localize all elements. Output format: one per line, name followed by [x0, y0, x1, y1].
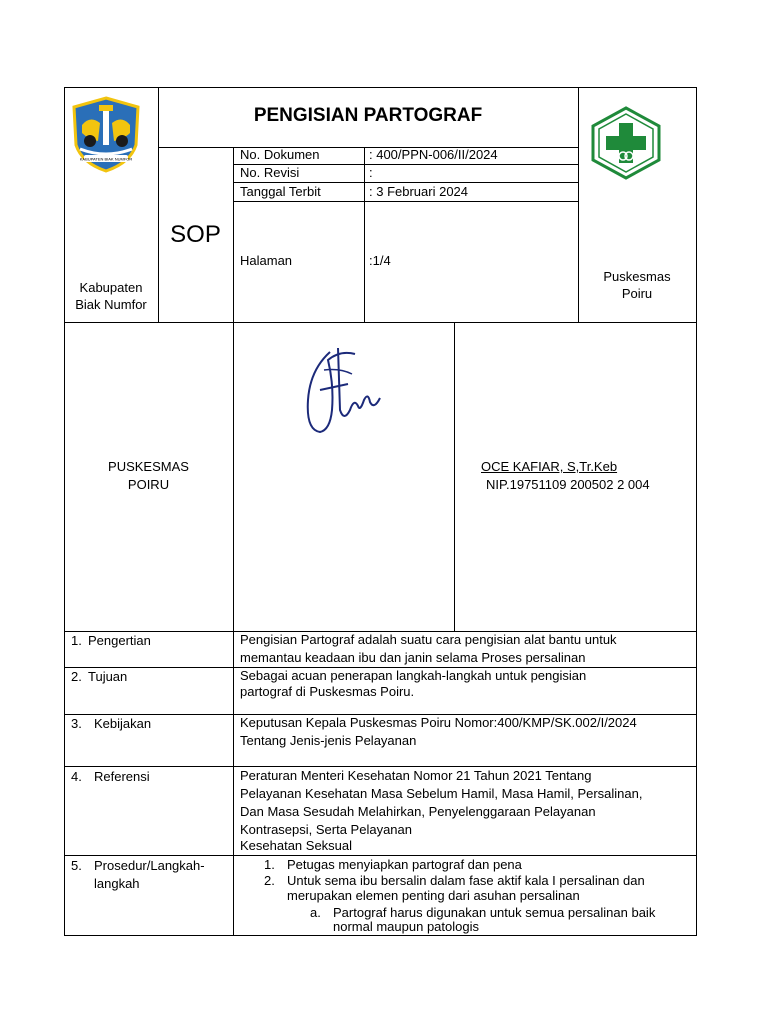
- step-marker: 1.: [264, 857, 275, 872]
- step-text-line: normal maupun patologis: [333, 919, 479, 934]
- clinic-name-line1: Puskesmas: [603, 269, 671, 284]
- section-number: 4.: [71, 769, 82, 784]
- sop-label: SOP: [170, 221, 221, 248]
- meta-label-revision: No. Revisi: [240, 165, 300, 180]
- meta-value-page: :1/4: [369, 253, 391, 268]
- section-body-line: Tentang Jenis-jenis Pelayanan: [240, 733, 417, 748]
- meta-value-document-number: : 400/PPN-006/II/2024: [369, 147, 498, 162]
- signer-name: OCE KAFIAR, S,Tr.Keb: [481, 459, 618, 474]
- region-name-line2: Biak Numfor: [75, 297, 147, 312]
- section-body-line: Pelayanan Kesehatan Masa Sebelum Hamil, Masa Hamil, Persalinan,: [240, 786, 643, 801]
- svg-text:KABUPATEN BIAK NUMFOR: KABUPATEN BIAK NUMFOR: [79, 156, 133, 162]
- section-label-tujuan: Tujuan: [88, 669, 128, 684]
- region-name-line1: Kabupaten: [79, 280, 143, 295]
- section-label-prosedur-line2: langkah: [94, 876, 140, 891]
- section-label-referensi: Referensi: [94, 769, 150, 784]
- step-marker: 2.: [264, 873, 275, 888]
- meta-label-issue-date: Tanggal Terbit: [240, 184, 321, 199]
- signer-nip: NIP.19751109 200502 2 004: [486, 477, 650, 492]
- section-body-line: Keputusan Kepala Puskesmas Poiru Nomor:400/KMP/SK.002/I/2024: [240, 715, 637, 730]
- section-number: 1.: [71, 633, 82, 648]
- handwritten-signature: [300, 340, 390, 440]
- approval-org-line1: PUSKESMAS: [108, 459, 189, 474]
- section-body-line: Kontrasepsi, Serta Pelayanan: [240, 822, 412, 837]
- section-label-pengertian: Pengertian: [88, 633, 151, 648]
- step-text-line: merupakan elemen penting dari asuhan persalinan: [287, 888, 580, 903]
- section-body-line: Kesehatan Seksual: [240, 838, 353, 853]
- meta-label-page: Halaman: [240, 253, 293, 268]
- section-label-prosedur-line1: Prosedur/Langkah-: [94, 858, 205, 873]
- step-marker: a.: [310, 905, 321, 920]
- puskesmas-logo-icon: [590, 106, 662, 180]
- section-body-line: Dan Masa Sesudah Melahirkan, Penyelenggaraan Pelayanan: [240, 804, 596, 819]
- step-text-line: Partograf harus digunakan untuk semua persalinan baik: [333, 905, 656, 920]
- section-number: 2.: [71, 669, 82, 684]
- section-body-line: Pengisian Partograf adalah suatu cara pengisian alat bantu untuk: [240, 632, 617, 647]
- step-text-line: Petugas menyiapkan partograf dan pena: [287, 857, 522, 872]
- clinic-name-line2: Poiru: [621, 286, 653, 301]
- section-body-line: memantau keadaan ibu dan janin selama Proses persalinan: [240, 650, 586, 665]
- approval-org-line2: POIRU: [127, 477, 170, 492]
- regency-emblem-icon: [70, 95, 142, 173]
- meta-label-document-number: No. Dokumen: [240, 147, 320, 162]
- section-label-kebijakan: Kebijakan: [94, 716, 152, 731]
- document-title: PENGISIAN PARTOGRAF: [253, 105, 483, 126]
- section-body-line: Sebagai acuan penerapan langkah-langkah untuk pengisian: [240, 668, 587, 683]
- meta-value-issue-date: : 3 Februari 2024: [369, 184, 469, 199]
- step-text-line: Untuk sema ibu bersalin dalam fase aktif kala I persalinan dan: [287, 873, 645, 888]
- section-number: 3.: [71, 716, 82, 731]
- section-body-line: Peraturan Menteri Kesehatan Nomor 21 Tahun 2021 Tentang: [240, 768, 592, 783]
- meta-value-revision: :: [369, 165, 373, 180]
- section-body-line: partograf di Puskesmas Poiru.: [240, 684, 415, 699]
- section-number: 5.: [71, 858, 82, 873]
